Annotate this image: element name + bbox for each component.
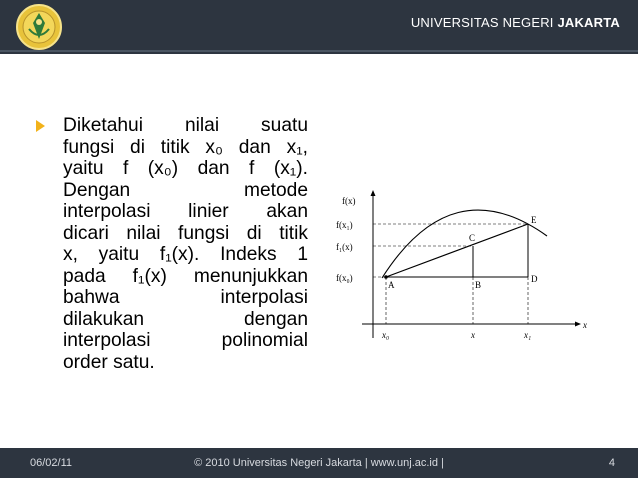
slide-content (36, 115, 308, 373)
x-tick-x0: x₀ (382, 330, 390, 340)
body-line: pada f₁(x) menunjukkan (63, 265, 308, 287)
point-b-label: B (475, 280, 482, 290)
body-line: interpolasi polinomial (63, 330, 308, 351)
university-name-prefix: UNIVERSITAS NEGERI (410, 15, 558, 30)
body-line: dicari nilai fungsi di titik (63, 222, 308, 244)
x-tick-x: x (471, 330, 475, 340)
point-a-label: A (388, 280, 395, 290)
y-tick-f1x: f₁(x) (336, 242, 353, 252)
body-line: x, yaitu f₁(x). Indeks 1 (63, 244, 308, 265)
interpolation-diagram (332, 188, 600, 346)
header-stripe (0, 50, 638, 52)
bullet-icon (36, 120, 45, 132)
body-line: bahwa interpolasi (63, 287, 308, 308)
university-name (411, 15, 620, 30)
x-axis-arrow (575, 322, 581, 327)
point-c-label: C (469, 233, 476, 243)
body-line: Diketahui nilai suatu (63, 115, 308, 136)
body-line: fungsi di titik x₀ dan x₁, (63, 136, 308, 158)
point-d-label: D (531, 274, 538, 284)
y-tick-fx1: f(x₁) (336, 220, 353, 230)
y-axis-arrow (371, 190, 376, 196)
function-curve (382, 210, 547, 278)
footer-copyright: © 2010 Universitas Negeri Jakarta | www.unj.ac.id | (194, 457, 444, 469)
footer-date: 06/02/11 (30, 457, 73, 469)
point-a-marker (384, 275, 388, 279)
body-line: dilakukan dengan (63, 308, 308, 330)
header-bar (0, 0, 638, 54)
y-axis-label: f(x) (342, 196, 356, 206)
y-tick-fx0: f(x₀) (336, 273, 353, 283)
x-axis-label: x (583, 320, 587, 330)
body-line: yaitu f (x₀) dan f (x₁). (63, 158, 308, 179)
body-paragraph (63, 115, 308, 373)
page-number: 4 (608, 457, 615, 469)
body-line: order satu. (63, 351, 155, 373)
body-line: Dengan metode (63, 179, 308, 201)
body-line: interpolasi linier akan (63, 201, 308, 222)
linear-interpolant (386, 224, 528, 277)
university-logo-icon (15, 3, 63, 51)
footer-bar (0, 448, 638, 478)
university-name-bold: JAKARTA (557, 15, 620, 30)
point-e-label: E (531, 215, 537, 225)
x-tick-x1: x₁ (524, 330, 532, 340)
